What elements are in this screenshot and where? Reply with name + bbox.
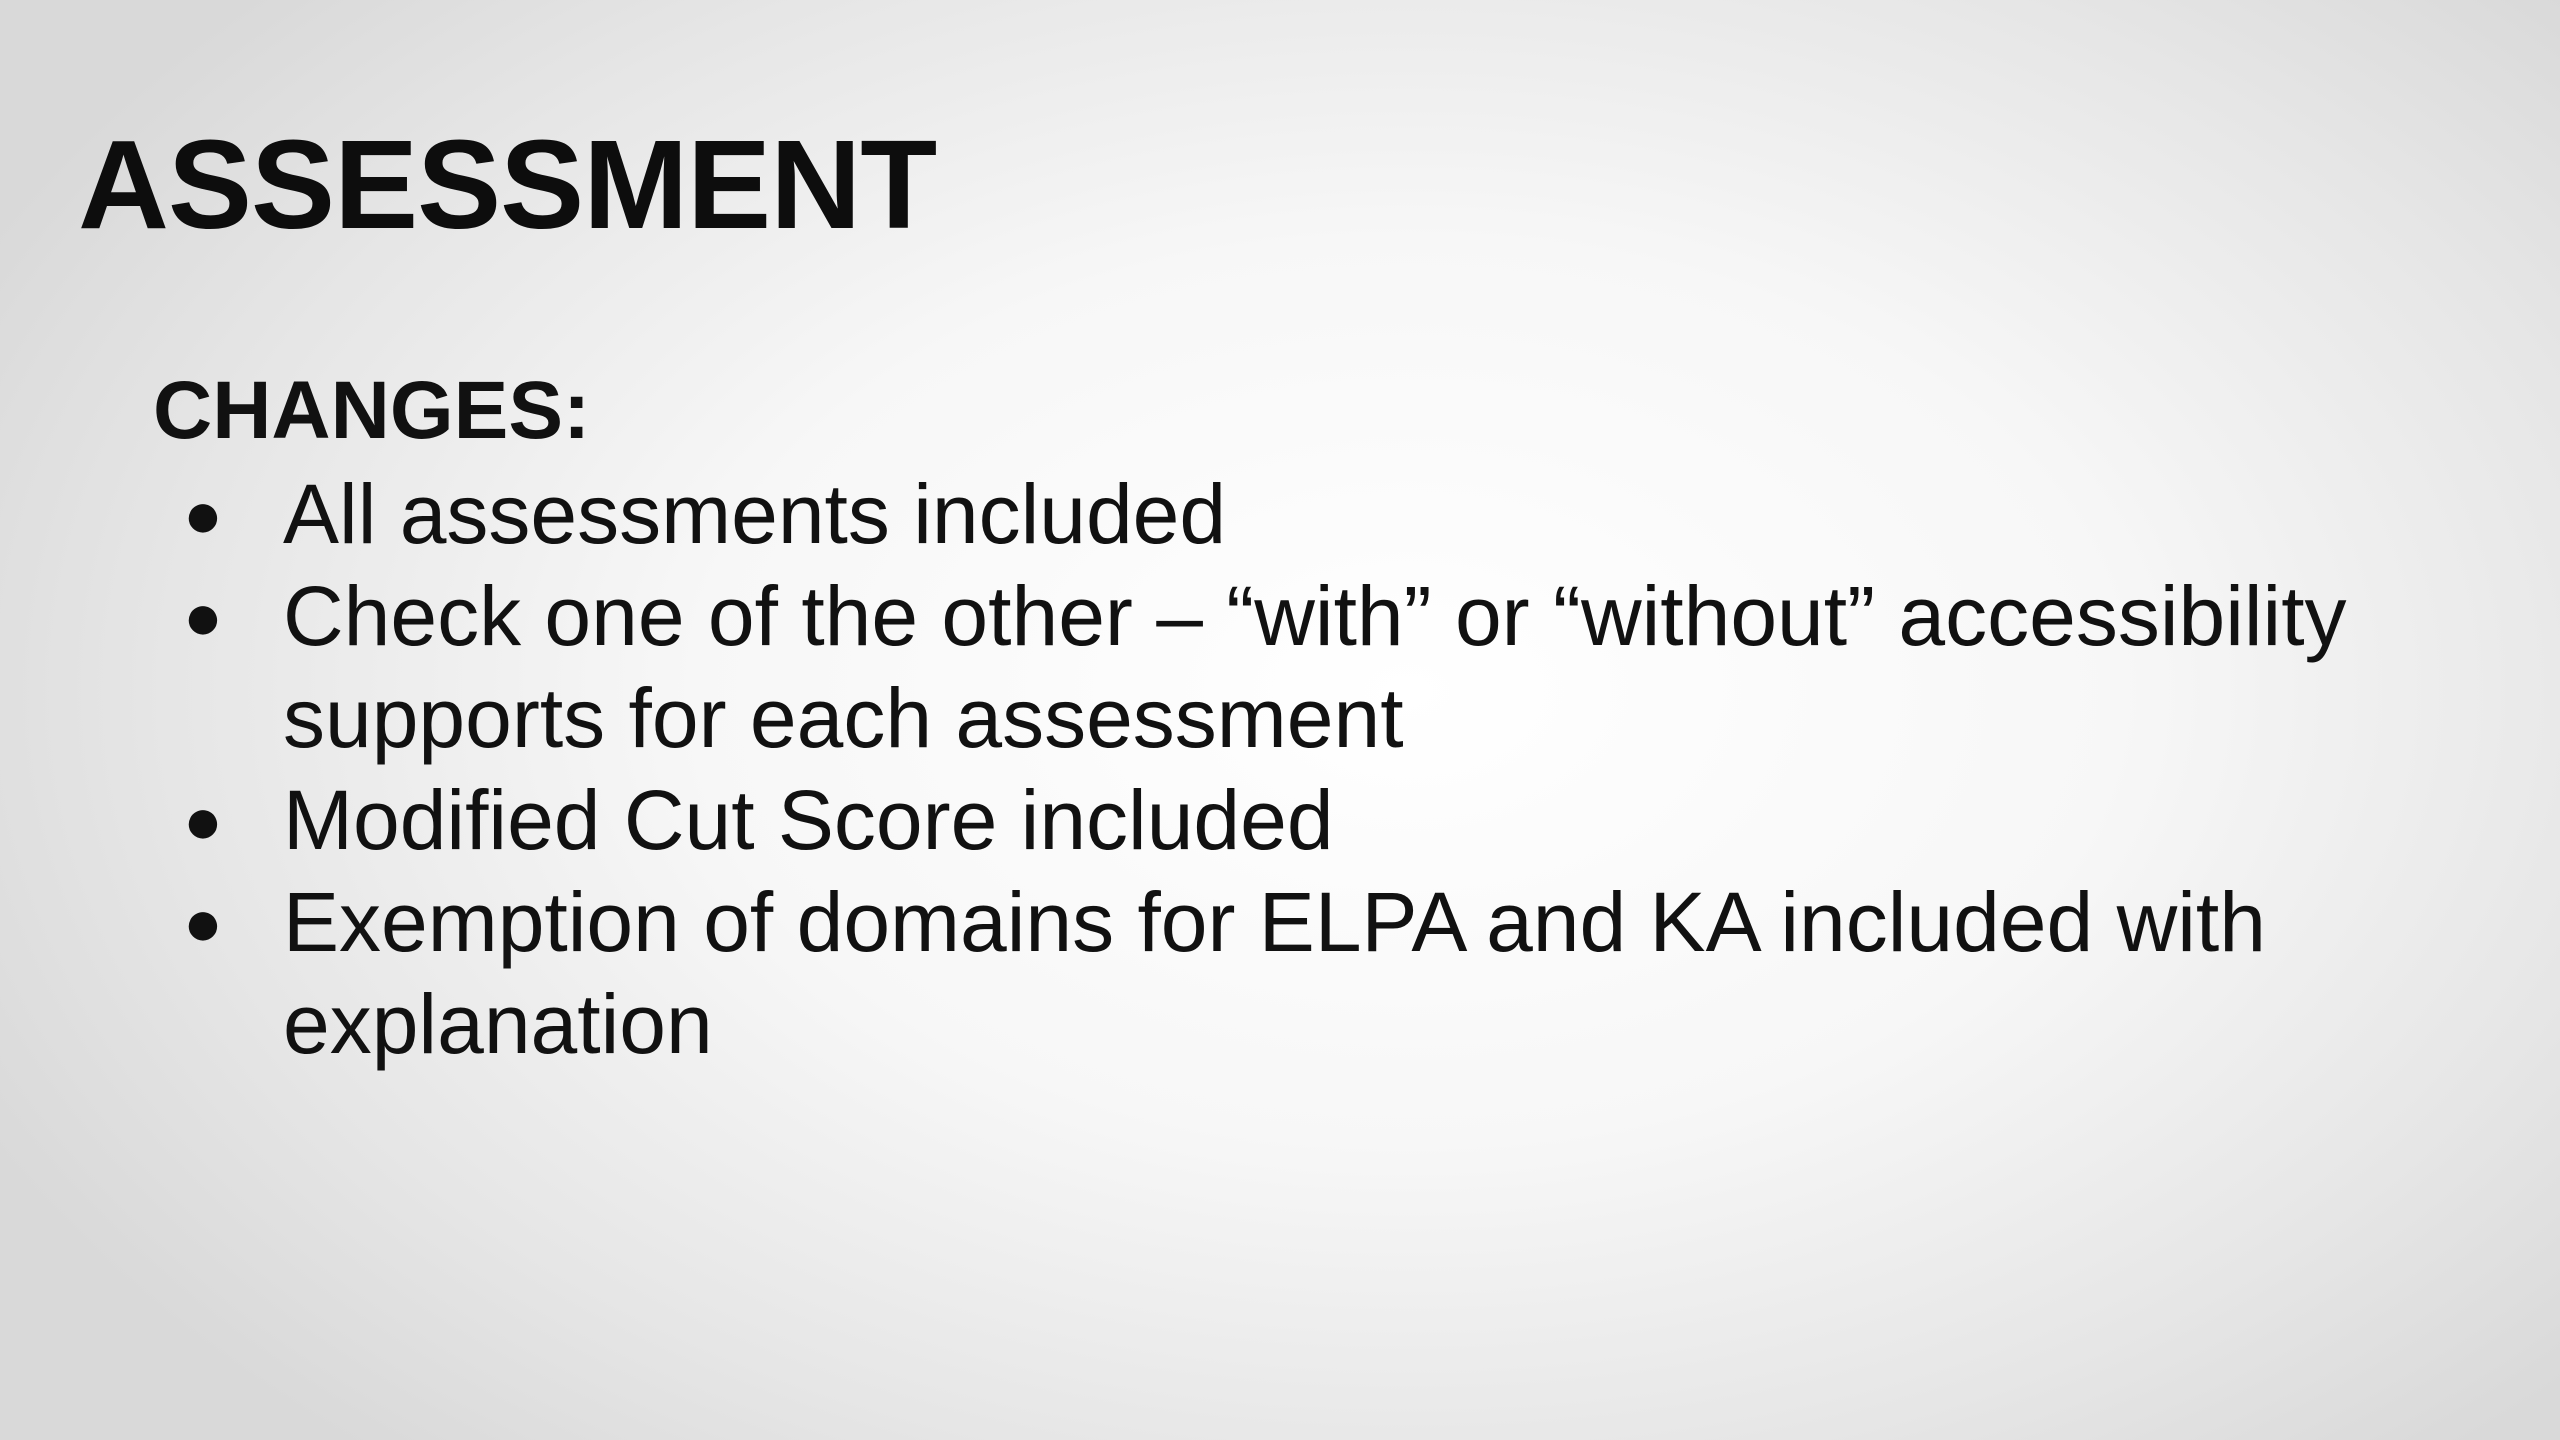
list-item-text: Check one of the other – “with” or “without” accessibility supports for each assessment bbox=[283, 569, 2347, 765]
list-item-text: Exemption of domains for ELPA and KA included with explanation bbox=[283, 875, 2266, 1071]
list-item-text: All assessments included bbox=[283, 467, 1227, 561]
list-item bbox=[173, 565, 2433, 769]
bullet-icon: ● bbox=[183, 579, 223, 653]
list-item bbox=[173, 463, 2433, 565]
bullet-icon: ● bbox=[183, 477, 223, 551]
list-item bbox=[173, 769, 2433, 871]
bullet-icon: ● bbox=[183, 783, 223, 857]
changes-heading: CHANGES: bbox=[153, 365, 591, 456]
list-item bbox=[173, 871, 2433, 1075]
slide-title: ASSESSMENT bbox=[78, 114, 937, 255]
changes-list bbox=[173, 463, 2433, 1075]
list-item-text: Modified Cut Score included bbox=[283, 773, 1334, 867]
bullet-icon: ● bbox=[183, 885, 223, 959]
